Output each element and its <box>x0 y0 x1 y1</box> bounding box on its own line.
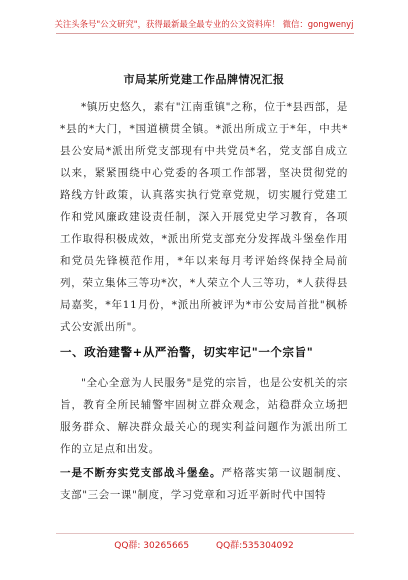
section-1-paragraph <box>60 372 348 460</box>
intro-text: *镇历史悠久，素有"江南重镇"之称，位于*县西部，是*县的*大门，*国道横贯全镇。*派出所成立于*年，中共*县公安局*派出所党支部现有中共党员*名，党支部自成立以来，紧紧围绕中心党委的各项工作部署，坚决贯彻党的路线方针政策，认真落实执行党章党规，切实履行党建工作和党风廉政建设责任制，深入开展党史学习教育，各项工作取得积极成效，*派出所党支部充分发挥战斗堡垒作用和党员先锋模范作用，*年以来每月考评始终保持全局前列，荣立集体三等功*次，*人荣立个人三等功，*人获得县局嘉奖，*年11月份，*派出所被评为*市公安局首批"枫桥式公安派出所"。 <box>60 101 348 333</box>
point-1-lead: 一是不断夯实党支部战斗堡垒。 <box>60 467 222 479</box>
footer <box>0 538 408 551</box>
header-divider <box>56 33 354 34</box>
footer-divider <box>56 533 354 534</box>
section-heading-1: 一、政治建警+从严治警，切实牢记"一个宗旨" <box>60 345 314 359</box>
document-title: 市局某所党建工作品牌情况汇报 <box>123 73 285 86</box>
footer-qq-group-1: QQ群: 30265665 <box>114 541 190 551</box>
point-1-paragraph <box>60 462 348 506</box>
section-1-text: "全心全意为人民服务"是党的宗旨，也是公安机关的宗旨，教育全所民辅警牢固树立群众观念，站稳群众立场把服务群众、解决群众最关心的现实利益问题作为派出所工作的立足点和出发。 <box>60 377 348 455</box>
footer-qq-group-2: QQ群:535304092 <box>216 541 294 551</box>
point-1-text: 严格落实第一议题制度、支部"三会一课"制度，学习党章和习近平新时代中国特 <box>60 467 348 501</box>
header-banner: 关注头条号"公文研究"，获得最新最全最专业的公文资料库！ 微信：gongwenyj <box>54 19 354 29</box>
intro-paragraph <box>60 96 348 338</box>
